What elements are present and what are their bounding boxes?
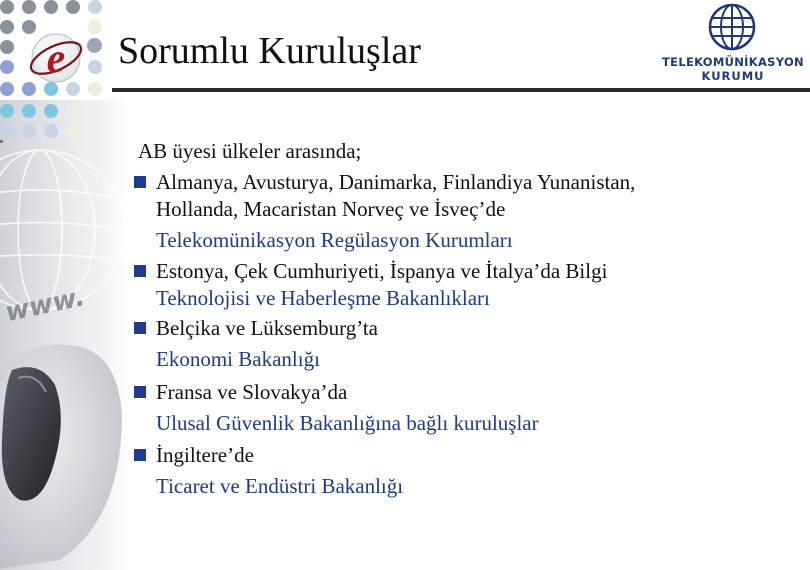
bullet-1-line-2: Hollanda, Macaristan Norveç ve İsveç’de [156, 197, 506, 221]
intro-text: AB üyesi ülkeler arasında; [138, 139, 362, 163]
org-logo-text-line1: TELEKOMÜNİKASYON [662, 55, 804, 69]
bullet-marker [134, 386, 146, 398]
bullet-5-subtext: Ticaret ve Endüstri Bakanlığı [156, 474, 404, 498]
bullet-3-line-1: Belçika ve Lüksemburg’ta [156, 316, 378, 340]
bullet-marker [134, 176, 146, 188]
bullet-marker [134, 322, 146, 334]
org-logo-text-line2: KURUMU [701, 69, 765, 83]
bullet-marker [134, 449, 146, 461]
bullet-3-subtext: Ekonomi Bakanlığı [156, 347, 320, 371]
svg-text:e: e [46, 36, 66, 82]
bullet-1-subtext: Telekomünikasyon Regülasyon Kurumları [156, 228, 513, 252]
bullet-5-line-1: İngiltere’de [156, 443, 254, 467]
bullet-2-subtext: Teknolojisi ve Haberleşme Bakanlıkları [156, 286, 490, 310]
bullet-marker [134, 265, 146, 277]
bullet-4-subtext: Ulusal Güvenlik Bakanlığına bağlı kuruluşlar [156, 411, 539, 435]
svg-text:www.: www. [2, 282, 88, 329]
slide-title: Sorumlu Kuruluşlar [118, 30, 421, 72]
bullet-2-line-1: Estonya, Çek Cumhuriyeti, İspanya ve İtalya’da Bilgi [156, 259, 608, 283]
bullet-4-line-1: Fransa ve Slovakya’da [156, 380, 348, 404]
bullet-1-line-1: Almanya, Avusturya, Danimarka, Finlandiya Yunanistan, [156, 170, 636, 194]
